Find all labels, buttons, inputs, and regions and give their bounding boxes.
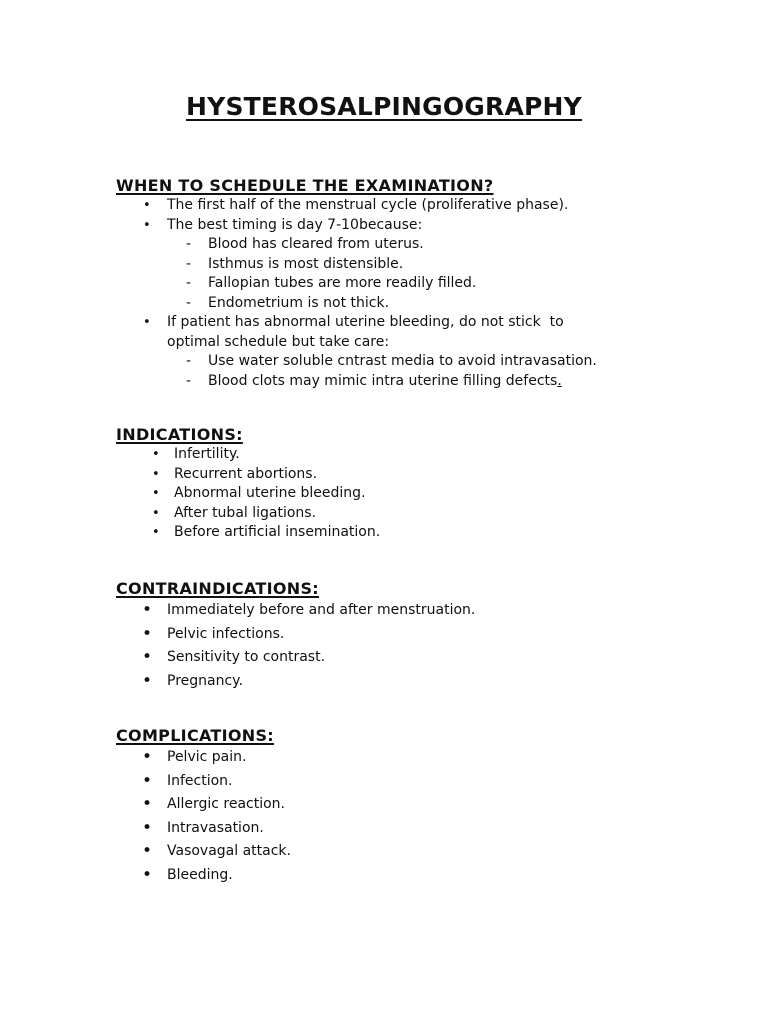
list-item-text: After tubal ligations. bbox=[174, 504, 317, 521]
indications-section bbox=[116, 425, 736, 543]
list-item-text: Pelvic pain. bbox=[167, 749, 247, 765]
sub-list-item-text: Blood has cleared from uterus. bbox=[208, 236, 424, 252]
dash-icon: - bbox=[186, 372, 192, 389]
schedule-list bbox=[116, 196, 736, 391]
list-item bbox=[116, 313, 736, 391]
bullet-icon: • bbox=[142, 817, 153, 838]
list-item-text: Immediately before and after menstruation. bbox=[167, 602, 476, 618]
list-item-text: Sensitivity to contrast. bbox=[167, 649, 326, 666]
bullet-icon: • bbox=[143, 217, 151, 233]
trailing-period: . bbox=[557, 372, 562, 389]
document-title: HYSTEROSALPINGOGRAPHY bbox=[186, 92, 582, 121]
list-item bbox=[116, 864, 736, 888]
bullet-icon: • bbox=[142, 794, 153, 815]
list-item bbox=[116, 523, 736, 543]
list-item-text: Pregnancy. bbox=[167, 672, 243, 689]
sub-list bbox=[167, 235, 736, 313]
sub-list-item-text: Blood clots may mimic intra uterine filling defects bbox=[208, 372, 558, 389]
sub-list-item bbox=[167, 372, 736, 392]
list-item bbox=[116, 646, 736, 670]
list-item-text: Intravasation. bbox=[167, 819, 264, 836]
list-item bbox=[116, 746, 736, 770]
complications-heading: COMPLICATIONS: bbox=[116, 726, 275, 745]
sub-list bbox=[167, 352, 736, 391]
sub-list-item-text: Use water soluble cntrast media to avoid intravasation. bbox=[208, 353, 597, 369]
dash-icon: - bbox=[186, 353, 192, 369]
list-item-text: Before artificial insemination. bbox=[174, 524, 381, 540]
complications-list bbox=[116, 746, 736, 888]
list-item bbox=[116, 840, 736, 864]
list-item-text: Bleeding. bbox=[167, 866, 233, 883]
list-item-text: Infertility. bbox=[174, 446, 240, 462]
list-item-text: optimal schedule but take care: bbox=[167, 333, 390, 350]
bullet-icon: • bbox=[152, 505, 160, 521]
sub-list-item bbox=[167, 235, 736, 255]
dash-icon: - bbox=[186, 255, 192, 272]
indications-heading: INDICATIONS: bbox=[116, 425, 243, 444]
list-item-text: Vasovagal attack. bbox=[167, 843, 291, 860]
sub-list-item bbox=[167, 294, 736, 314]
contraindications-section bbox=[116, 579, 736, 693]
list-item bbox=[116, 670, 736, 694]
indications-list bbox=[116, 445, 736, 543]
list-item bbox=[116, 445, 736, 465]
bullet-icon: • bbox=[142, 600, 153, 620]
list-item bbox=[116, 216, 736, 314]
bullet-icon: • bbox=[152, 466, 160, 482]
bullet-icon: • bbox=[142, 747, 153, 767]
list-item bbox=[116, 484, 736, 504]
bullet-icon: • bbox=[152, 447, 160, 462]
bullet-icon: • bbox=[142, 670, 153, 691]
sub-list-item bbox=[167, 255, 736, 275]
list-item-text: Allergic reaction. bbox=[167, 796, 286, 813]
sub-list-item bbox=[167, 352, 736, 372]
bullet-icon: • bbox=[143, 198, 151, 213]
list-item bbox=[116, 793, 736, 817]
list-item bbox=[116, 599, 736, 623]
sub-list-item-text: Fallopian tubes are more readily filled. bbox=[208, 275, 477, 291]
schedule-section bbox=[116, 176, 736, 391]
list-item-text: The best timing is day 7-10because: bbox=[167, 216, 423, 233]
list-item bbox=[116, 196, 736, 216]
dash-icon: - bbox=[186, 236, 192, 252]
contraindications-heading: CONTRAINDICATIONS: bbox=[116, 579, 319, 598]
bullet-icon: • bbox=[143, 315, 151, 330]
list-item-text: If patient has abnormal uterine bleeding, do not stick to bbox=[167, 314, 564, 330]
bullet-icon: • bbox=[142, 841, 153, 862]
sub-list-item-text: Isthmus is most distensible. bbox=[208, 255, 404, 272]
list-item-text: The first half of the menstrual cycle (proliferative phase). bbox=[167, 197, 569, 213]
list-item bbox=[116, 817, 736, 841]
list-item bbox=[116, 623, 736, 647]
bullet-icon: • bbox=[142, 770, 153, 791]
dash-icon: - bbox=[186, 294, 192, 311]
sub-list-item bbox=[167, 274, 736, 294]
bullet-icon: • bbox=[142, 647, 153, 668]
dash-icon: - bbox=[186, 275, 192, 291]
bullet-icon: • bbox=[142, 623, 153, 644]
list-item bbox=[116, 504, 736, 524]
list-item-text: Abnormal uterine bleeding. bbox=[174, 485, 366, 501]
bullet-icon: • bbox=[152, 486, 160, 501]
contraindications-list bbox=[116, 599, 736, 693]
list-item-text: Recurrent abortions. bbox=[174, 465, 318, 482]
bullet-icon: • bbox=[142, 864, 153, 885]
list-item bbox=[116, 770, 736, 794]
list-item-text: Pelvic infections. bbox=[167, 625, 285, 642]
schedule-heading: WHEN TO SCHEDULE THE EXAMINATION? bbox=[116, 176, 494, 195]
sub-list-item-text: Endometrium is not thick. bbox=[208, 294, 390, 311]
bullet-icon: • bbox=[152, 525, 160, 540]
complications-section bbox=[116, 726, 736, 888]
list-item bbox=[116, 465, 736, 485]
list-item-text: Infection. bbox=[167, 772, 233, 789]
